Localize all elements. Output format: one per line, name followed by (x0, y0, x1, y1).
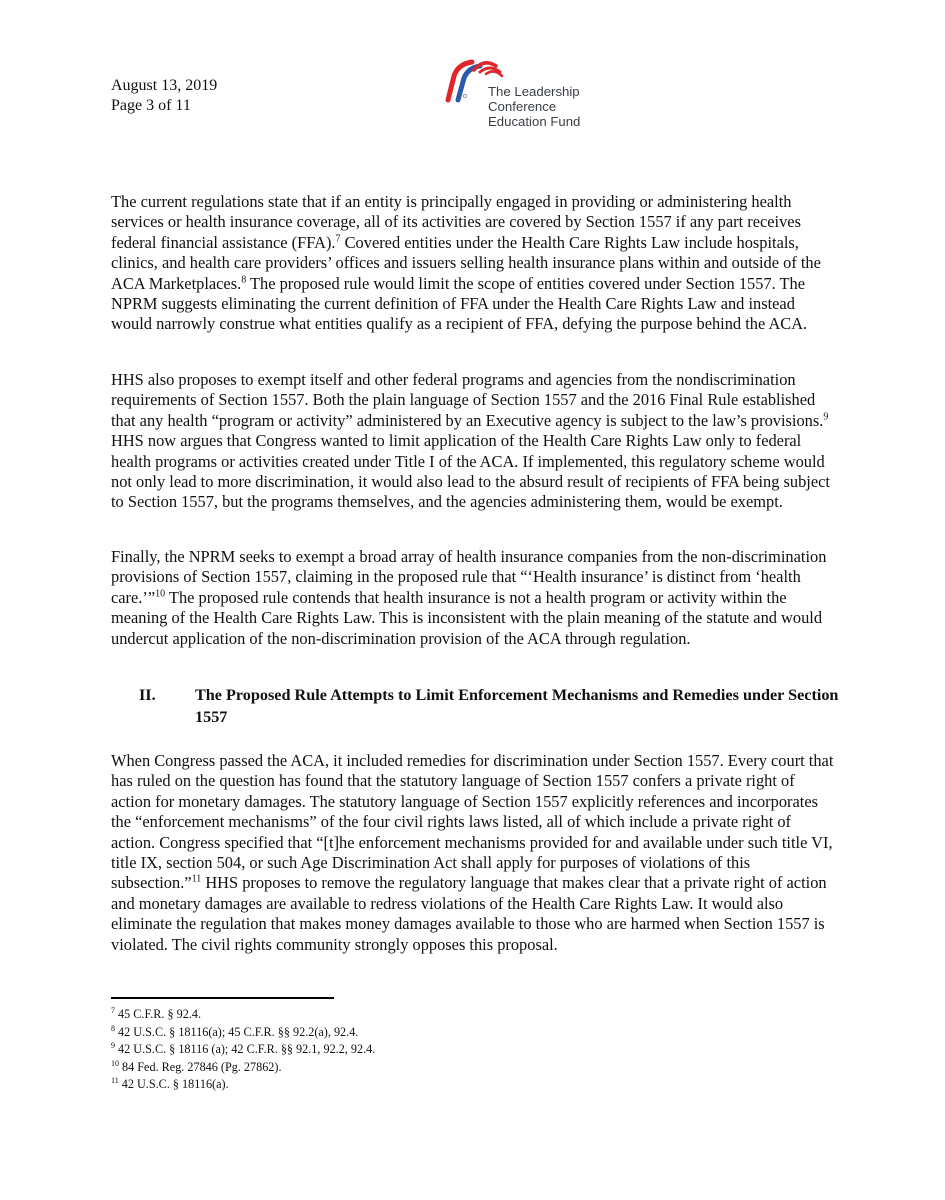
logo-line-1: The Leadership (488, 84, 580, 99)
paragraph-health-insurance: Finally, the NPRM seeks to exempt a broad array of health insurance companies from the non-discrimination provisions of Section 1557, claiming in the proposed rule that “‘Health insurance’ is distinct from ‘health care.’”$^{10}$ The proposed rule contends that health insurance is not a health program or activity within the meaning of the Health Care Rights Law. This is inconsistent with the plain meaning of the statute and would undercut application of the non-discrimination provision of the ACA through regulation. (111, 547, 827, 648)
logo-line-3: Education Fund (488, 114, 581, 129)
section-number: II. (139, 686, 156, 704)
footnotes (111, 1006, 375, 1094)
letter-header (111, 76, 217, 116)
logo-text (488, 84, 580, 129)
footnote-ref[interactable]: 7 (335, 233, 341, 245)
footnote-ref[interactable]: 9 (823, 411, 829, 423)
page-number: Page 3 of 11 (111, 97, 191, 114)
logo-line-2: Conference (488, 99, 557, 114)
organization-logo (442, 56, 612, 136)
footnote-ref[interactable]: 8 (241, 274, 247, 286)
footnote: $^{10}$ 84 Fed. Reg. 27846 (Pg. 27862). (111, 1058, 282, 1074)
footnote: $^{11}$ 42 U.S.C. § 18116(a). (111, 1075, 229, 1091)
footnote: $^9$ 42 U.S.C. § 18116 (a); 42 C.F.R. §§ 92.1, 92.2, 92.4. (111, 1040, 376, 1056)
section-title: The Proposed Rule Attempts to Limit Enforcement Mechanisms and Remedies under Section 1557 (195, 686, 839, 726)
paragraph-hhs-exemption: HHS also proposes to exempt itself and other federal programs and agencies from the nondiscrimination requirements of Section 1557. Both the plain language of Section 1557 and the 2016 Final Rule established that any health “program or activity” administered by an Executive agency is subject to the law’s provisions.$^9$ HHS now argues that Congress wanted to limit application of the Health Care Rights Law only to federal health programs or activities created under Title I of the ACA. If implemented, this regulatory scheme would not only lead to more discrimination, it would also lead to the absurd result of recipients of FFA being subject to Section 1557, but the programs themselves, and the agencies administering them, would be exempt. (111, 370, 830, 512)
footnote-ref[interactable]: 11 (191, 873, 202, 885)
paragraph-entities-covered: The current regulations state that if an entity is principally engaged in providing or administering health services or health insurance coverage, all of its activities are covered by Section 1557 if any part receives federal financial assistance (FFA).$^7$ Covered entities under the Health Care Rights Law include hospitals, clinics, and health care providers’ offices and issuers selling health insurance plans within and outside of the ACA Marketplaces.$^8$ The proposed rule would limit the scope of entities covered under Section 1557. The NPRM suggests eliminating the current definition of FFA under the Health Care Rights Law and instead would narrowly construe what entities qualify as a recipient of FFA, defying the purpose behind the ACA. (111, 192, 821, 334)
footnote: $^7$ 45 C.F.R. § 92.4. (111, 1005, 202, 1021)
footnote-divider (111, 997, 334, 999)
footnote: $^8$ 42 U.S.C. § 18116(a); 45 C.F.R. §§ 92.2(a), 92.4. (111, 1023, 359, 1039)
letter-date: August 13, 2019 (111, 77, 218, 94)
footnote-ref[interactable]: 10 (155, 588, 166, 600)
paragraph-enforcement: When Congress passed the ACA, it included remedies for discrimination under Section 1557. Every court that has ruled on the question has found that the statutory language of Section 1557 confers a private right of action for monetary damages. The statutory language of Section 1557 explicitly references and incorporates the “enforcement mechanisms” of the four civil rights laws listed, all of which include a private right of action. Congress specified that “[t]he enforcement mechanisms provided for and available under such title VI, title IX, section 504, or such Age Discrimination Act shall apply for purposes of violations of this subsection.”$^{11}$ HHS proposes to remove the regulatory language that makes clear that a private right of action and monetary damages are available to redress violations of the Health Care Rights Law. It would also eliminate the regulation that makes money damages available to those who are harmed when Section 1557 is violated. The civil rights community strongly opposes this proposal. (111, 751, 834, 954)
